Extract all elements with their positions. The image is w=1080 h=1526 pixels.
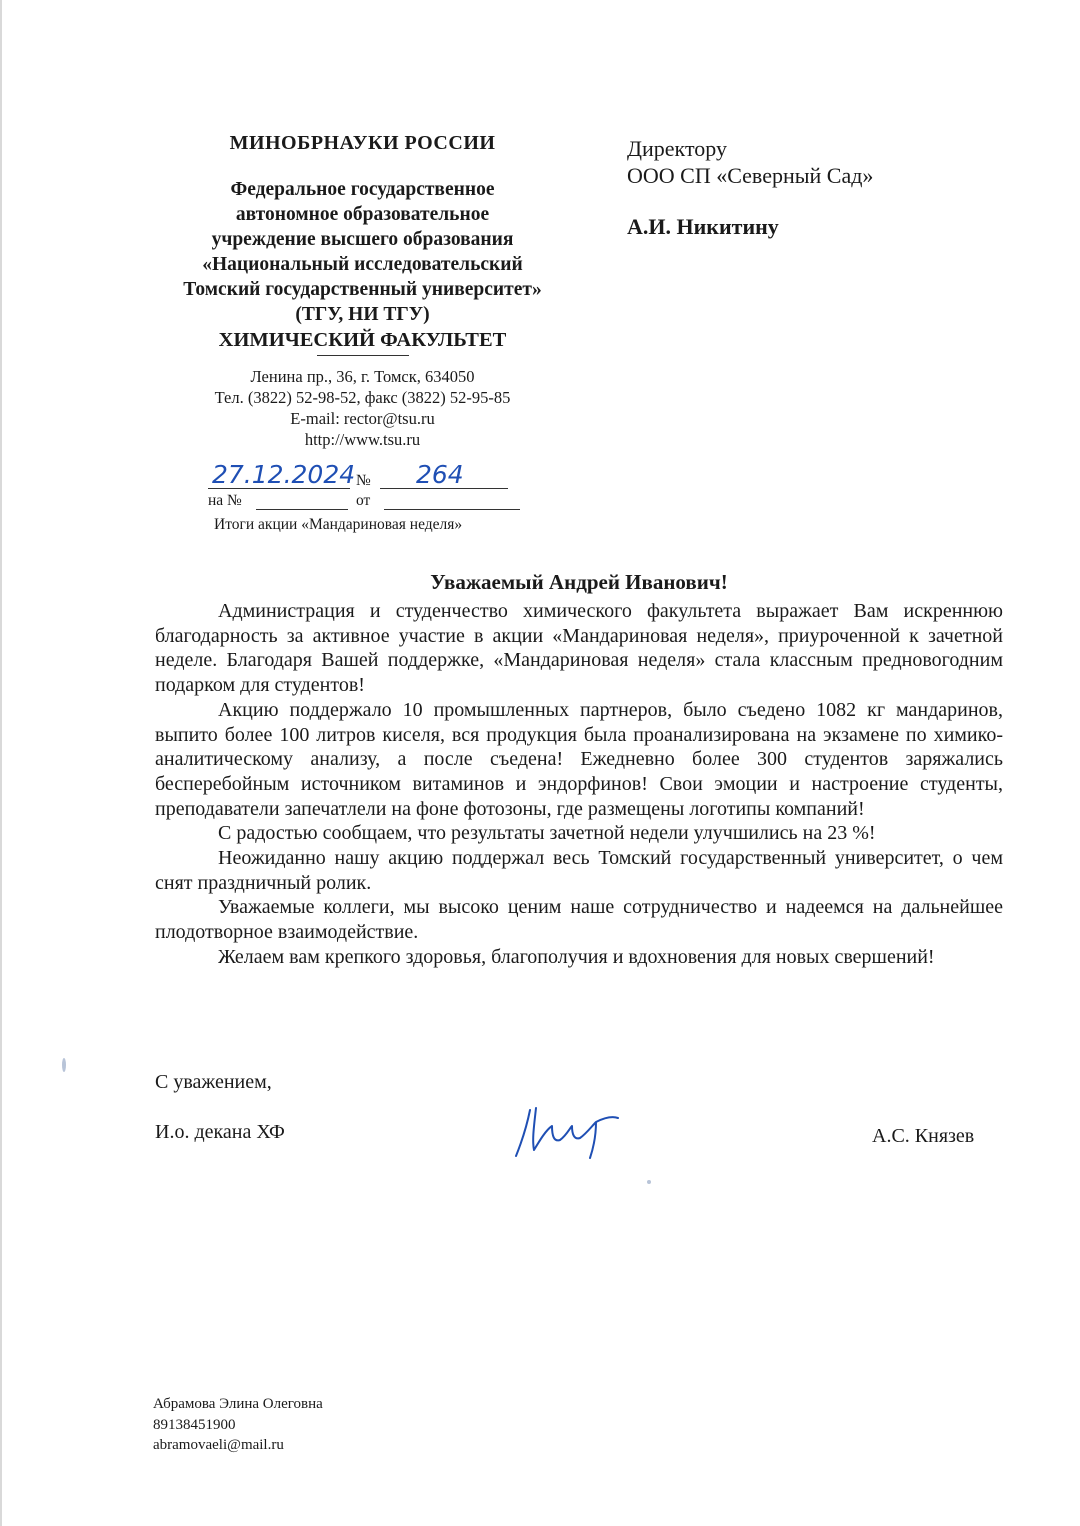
handwritten-date: 27.12.2024	[212, 460, 356, 489]
body-paragraph: Неожиданно нашу акцию поддержал весь Томский государственный университет, о чем снят праздничный ролик.	[155, 847, 1003, 894]
closing-phrase: С уважением,	[155, 1071, 272, 1093]
body-paragraph: Акцию поддержало 10 промышленных партнеров, было съедено 1082 кг мандаринов, выпито более 100 литров киселя, вся продукция была проанализирована на экзамене по химико-аналитическому анализу, а после съедена! Ежедневно более 300 студентов заряжались бесперебойным источником витаминов и эндорфинов! Свои эмоции и настроение студенты, преподаватели запечатлели на фоне фотозоны, где размещены логотипы компаний!	[155, 698, 1003, 820]
university-line: автономное образовательное	[235, 204, 490, 225]
body-paragraph: Администрация и студенчество химического факультета выражает Вам искреннюю благодарность за активное участие в акции «Мандариновая неделя», приуроченной к зачетной неделе. Благодаря Вашей поддержке, «Мандариновая неделя» стала классным предновогодним подарком для студентов!	[155, 600, 1003, 697]
faculty-name: ХИМИЧЕСКИЙ ФАКУЛЬТЕТ	[218, 329, 507, 351]
university-line: «Национальный исследовательский	[202, 254, 523, 275]
date-underline	[208, 488, 350, 489]
scan-edge	[0, 0, 2, 1526]
registration-block	[208, 460, 528, 533]
body-paragraph: Уважаемые коллеги, мы высоко ценим наше сотрудничество и надеемся на дальнейшее плодотворное взаимодействие.	[155, 896, 1003, 944]
reply-number-label: на №	[208, 492, 242, 509]
addressee-block	[627, 135, 1027, 240]
scan-speck	[647, 1180, 651, 1184]
signer-position: И.о. декана ХФ	[155, 1121, 285, 1143]
reply-number-underline	[256, 509, 348, 510]
body-paragraph: Желаем вам крепкого здоровья, благополучия и вдохновения для новых свершений!	[218, 945, 935, 968]
university-line: Томский государственный университет»	[183, 279, 542, 300]
performer-phone: 89138451900	[153, 1416, 236, 1433]
ministry-title: МИНОБРНАУКИ РОССИИ	[229, 132, 496, 154]
address-line: Ленина пр., 36, г. Томск, 634050	[250, 367, 475, 386]
header-divider	[317, 355, 409, 356]
scan-speck	[62, 1058, 66, 1072]
addressee-name: А.И. Никитину	[627, 214, 779, 239]
university-abbreviation: (ТГУ, НИ ТГУ)	[295, 304, 430, 325]
performer-block	[153, 1394, 323, 1456]
performer-email: abramovaeli@mail.ru	[153, 1437, 284, 1453]
body-paragraph: С радостью сообщаем, что результаты зачетной недели улучшились на 23 %!	[218, 822, 876, 845]
number-label: №	[356, 472, 371, 489]
letter-subject: Итоги акции «Мандариновая неделя»	[214, 516, 463, 533]
website-line: http://www.tsu.ru	[304, 430, 421, 449]
addressee-company: ООО СП «Северный Сад»	[627, 163, 874, 188]
registration-row	[208, 462, 528, 492]
letter-body	[155, 599, 1003, 970]
number-underline	[380, 488, 508, 489]
signer-name: А.С. Князев	[872, 1125, 975, 1147]
organization-header	[155, 132, 570, 450]
university-line: учреждение высшего образования	[211, 229, 514, 250]
phone-line: Тел. (3822) 52-98-52, факс (3822) 52-95-85	[214, 388, 511, 407]
reply-from-label: от	[356, 492, 371, 509]
university-line: Федеральное государственное	[230, 179, 495, 200]
salutation: Уважаемый Андрей Иванович!	[430, 570, 728, 594]
handwritten-signature	[512, 1100, 622, 1164]
email-line: E-mail: rector@tsu.ru	[290, 409, 435, 428]
reply-row	[208, 492, 528, 514]
performer-name: Абрамова Элина Олеговна	[153, 1396, 323, 1412]
handwritten-number: 264	[416, 460, 464, 489]
addressee-position: Директору	[627, 136, 727, 161]
reply-date-underline	[384, 509, 520, 510]
